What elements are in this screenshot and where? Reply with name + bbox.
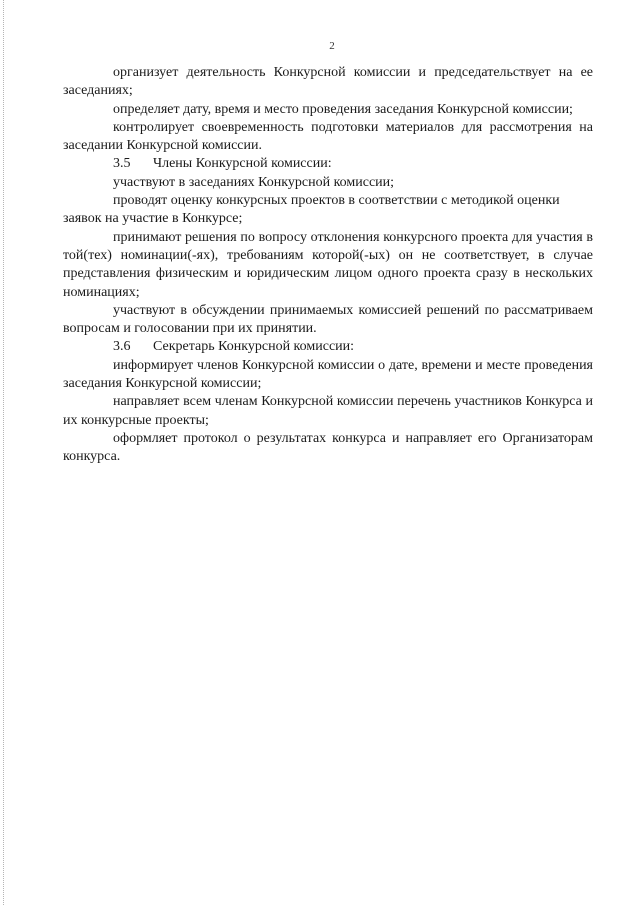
paragraph-inform: информирует членов Конкурсной комиссии о дате, времени и месте проведения заседания Конкурсной комиссии; [63, 357, 593, 392]
paragraph-send-list: направляет всем членам Конкурсной комиссии перечень участников Конкурса и их конкурсные проекты; [63, 394, 593, 428]
section-number: 3.5 [113, 156, 131, 172]
document-body [63, 64, 593, 467]
paragraph-participate: участвуют в заседаниях Конкурсной комиссии; [113, 174, 395, 190]
section-number: 3.6 [113, 339, 131, 355]
paragraph-evaluate: проводят оценку конкурсных проектов в соответствии с методикой оценки заявок на участие в Конкурсе; [63, 193, 560, 227]
paragraph-sets-date: определяет дату, время и место проведения заседания Конкурсной комиссии; [113, 101, 573, 117]
paragraph-organizes: организует деятельность Конкурсной комиссии и председательствует на ее заседаниях; [63, 65, 593, 99]
page-edge-dotted-line [3, 0, 4, 905]
paragraph-decide-rejection: принимают решения по вопросу отклонения конкурсного проекта для участия в той(тех) номинации(-ях), требованиям которой(-ых) он не соответствует, в случае представления физическим и юридическим лицом одного проекта сразу в нескольких номинациях; [63, 229, 593, 300]
section-3-6-heading: 3.6 Секретарь Конкурсной комиссии: [63, 338, 593, 356]
paragraph-controls: контролирует своевременность подготовки материалов для рассмотрения на заседании Конкурсной комиссии. [63, 119, 593, 154]
page-number: 2 [329, 40, 335, 52]
paragraph-protocol: оформляет протокол о результатах конкурса и направляет его Организаторам конкурса. [63, 430, 593, 465]
section-3-5-heading: 3.5 Члены Конкурсной комиссии: [63, 155, 593, 173]
paragraph-discuss: участвуют в обсуждении принимаемых комиссией решений по рассматриваем вопросам и голосовании при их принятии. [63, 302, 593, 337]
